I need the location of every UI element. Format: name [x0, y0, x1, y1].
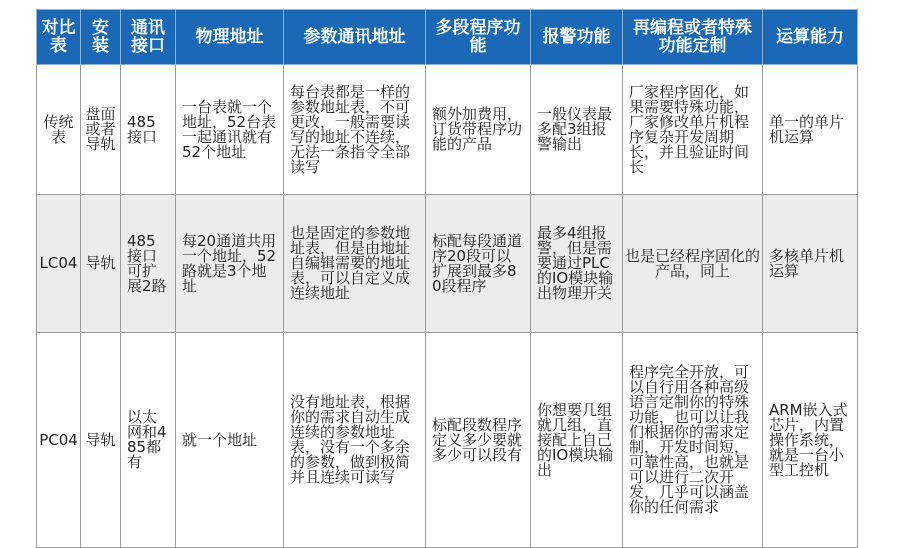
interface-cell: 485接口可扩展2路: [121, 195, 176, 333]
reprogram-cell: 程序完全开放，可以自行用各种高级语言定制你的特殊功能，也可以让我们根据你的需求定制，开发时间短，可靠性高，也就是可以进行二次开发，几乎可以涵盖你的任何需求: [623, 333, 763, 548]
compute-cell: 单一的单片机运算: [763, 65, 858, 195]
param-address-cell: 也是固定的参数地址表，但是由地址自编辑需要的地址表，可以自定义成连续地址: [284, 195, 426, 333]
comparison-table-container: [36, 9, 857, 548]
alarm-cell: 你想要几组就几组，直接配上自己的IO模块输出: [531, 333, 623, 548]
header-row: [37, 10, 858, 65]
param-address-cell: 每台表都是一样的参数地址表，不可更改，一般需要读写的地址不连续，无法一条指令全部读写: [284, 65, 426, 195]
install-cell: 导轨: [81, 333, 121, 548]
header-compare: 对比表: [37, 10, 81, 65]
compute-cell: ARM嵌入式芯片，内置操作系统，就是一台小型工控机: [763, 333, 858, 548]
install-cell: 盘面或者导轨: [81, 65, 121, 195]
physical-address-cell: 一台表就一个地址，52台表一起通讯就有52个地址: [176, 65, 284, 195]
row-name-cell: PC04: [37, 333, 81, 548]
table-row: [37, 333, 858, 548]
header-param-address: 参数通讯地址: [284, 10, 426, 65]
table-row: [37, 195, 858, 333]
interface-cell: 以太网和485都有: [121, 333, 176, 548]
reprogram-cell: 厂家程序固化，如果需要特殊功能，厂家修改单片机程序复杂开发周期长，并且验证时间长: [623, 65, 763, 195]
row-name-cell: 传统表: [37, 65, 81, 195]
header-install: 安装: [81, 10, 121, 65]
interface-cell: 485接口: [121, 65, 176, 195]
row-name-cell: LC04: [37, 195, 81, 333]
header-compute: 运算能力: [763, 10, 858, 65]
header-reprogram: 再编程或者特殊功能定制: [623, 10, 763, 65]
header-physical-address: 物理地址: [176, 10, 284, 65]
physical-address-cell: 每20通道共用一个地址，52路就是3个地址: [176, 195, 284, 333]
header-alarm: 报警功能: [531, 10, 623, 65]
multi-program-cell: 标配每段通道序20段可以扩展到最多80段程序: [426, 195, 531, 333]
alarm-cell: 最多4组报警，但是需要通过PLC的IO模块输出物理开关: [531, 195, 623, 333]
multi-program-cell: 额外加费用，订货带程序功能的产品: [426, 65, 531, 195]
header-multi-program: 多段程序功能: [426, 10, 531, 65]
physical-address-cell: 就一个地址: [176, 333, 284, 548]
reprogram-cell: 也是已经程序固化的产品，同上: [623, 195, 763, 333]
alarm-cell: 一般仪表最多配3组报警输出: [531, 65, 623, 195]
header-interface: 通讯接口: [121, 10, 176, 65]
compute-cell: 多核单片机运算: [763, 195, 858, 333]
multi-program-cell: 标配段数程序定义多少要就多少可以段有: [426, 333, 531, 548]
param-address-cell: 没有地址表，根据你的需求自动生成连续的参数地址表，没有一个多余的参数，做到极简并且连续可读写: [284, 333, 426, 548]
install-cell: 导轨: [81, 195, 121, 333]
comparison-table: [36, 9, 858, 548]
table-row: [37, 65, 858, 195]
